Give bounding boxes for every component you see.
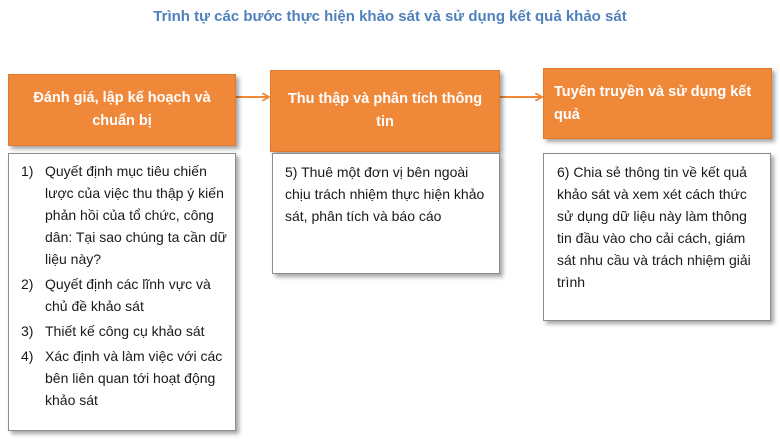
step-2 [21,273,227,317]
stage-1-step-list [21,160,227,411]
step-3 [21,320,227,342]
stage-3-body-text: 6) Chia sẻ thông tin về kết quả khảo sát và xem xét cách thức sử dụng dữ liệu này làm thông tin đầu vào cho cải cách, giám sát nhu cầu và trách nhiệm giải trình [557,164,751,290]
step-1 [21,160,227,270]
step-3-text: Thiết kế công cụ khảo sát [45,323,205,339]
step-1-text: Quyết định mục tiêu chiến lược của việc thu thập ý kiến phản hồi của tổ chức, công dân: Tại sao chúng ta cần dữ liệu này? [45,163,227,267]
step-2-number: 2) [21,276,34,292]
step-4-text: Xác định và làm việc với các bên liên quan tới hoạt động khảo sát [45,348,223,408]
stage-2-header [270,70,500,152]
stage-3-header [543,68,772,139]
stage-3-body-box [543,153,771,321]
stage-1-header-label: Đánh giá, lập kế hoạch và chuẩn bị [33,90,211,129]
stage-2-header-label: Thu thập và phân tích thông tin [287,91,483,130]
stage-2-body-text: 5) Thuê một đơn vị bên ngoài chịu trách nhiệm thực hiện khảo sát, phân tích và báo cáo [285,164,485,224]
step-1-number: 1) [21,163,34,179]
step-2-text: Quyết định các lĩnh vực và chủ đề khảo sát [45,276,211,314]
step-3-number: 3) [21,323,34,339]
step-4 [21,345,227,411]
stage-2-body-box [272,153,500,274]
diagram-title: Trình tự các bước thực hiện khảo sát và sử dụng kết quả khảo sát [153,8,627,25]
stage-1-steps-box [8,153,236,431]
step-4-number: 4) [21,348,34,364]
stage-3-header-label: Tuyên truyền và sử dụng kết quả [554,83,752,123]
stage-1-header [8,74,236,146]
